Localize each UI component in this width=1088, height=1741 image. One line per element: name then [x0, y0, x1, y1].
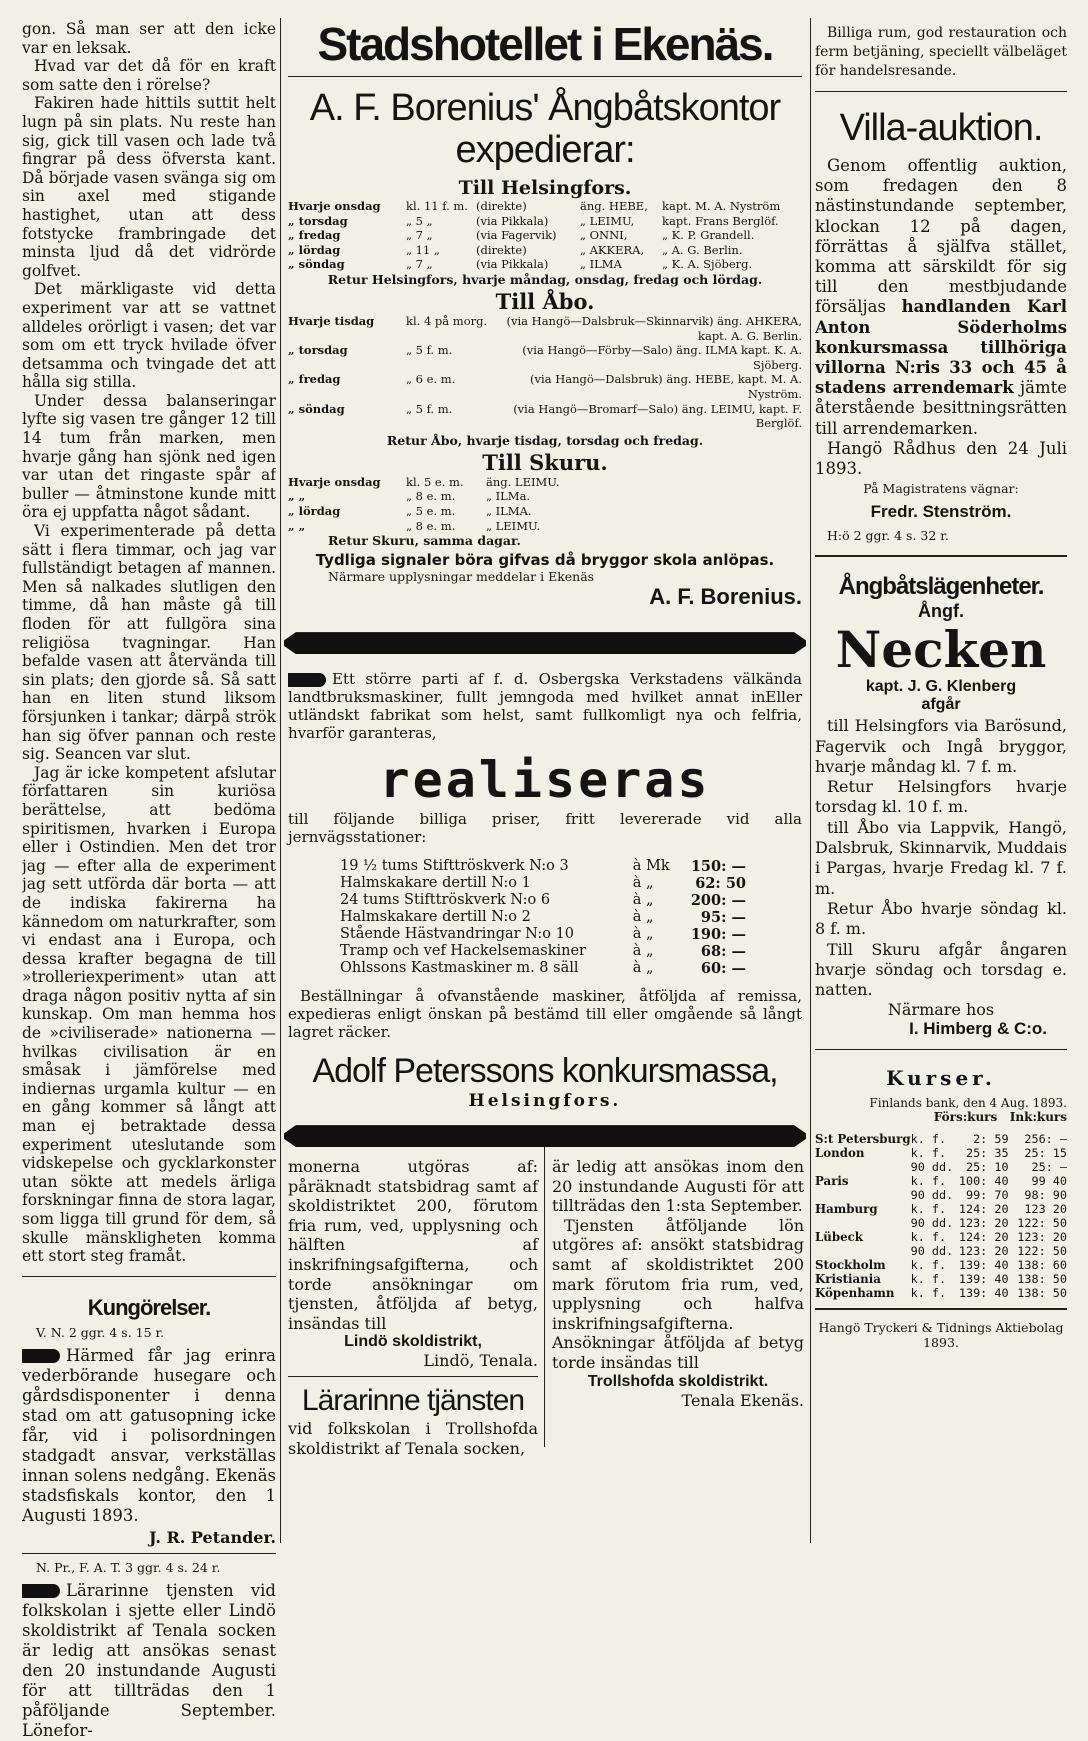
price-table: [338, 858, 748, 977]
schedule-row: [288, 314, 802, 343]
kungorelse-text: Lärarinne tjensten vid folkskolan i sjette eller Lindö skoldistrikt af Tenala socken är ledig att ansökas senast den 20 instundande Augusti för att tillträdas den 1 påföljande September. Lönefor-: [22, 1580, 276, 1740]
villa-bold-text: handlanden Karl Anton Söderholms konkursmassa tillhöriga villorna N:ris 33 och 45 å stadens arrendemark: [815, 297, 1067, 398]
column-story: [22, 0, 276, 1741]
pointing-hand-icon: [22, 1349, 60, 1363]
schedule-ship: „ ONNI,: [580, 228, 628, 243]
price-row: [338, 960, 748, 977]
teacher-posts: [288, 1157, 802, 1457]
borenius-signature: A. F. Borenius.: [649, 584, 802, 610]
price-item: 19 ½ tums Stifttröskverk N:o 3: [340, 858, 569, 875]
necken-route: Till Skuru afgår ångaren hvarje söndag och torsdag e. natten.: [815, 939, 1067, 1000]
price-at: à „: [632, 926, 654, 943]
necken-title: Necken: [835, 620, 1047, 680]
schedule-row: [288, 504, 802, 519]
divider: [815, 555, 1067, 557]
teacher-post-text: Tjensten åtföljande lön utgöres af: ansökt statsbidrag samt af skoldistriktet 200 mark förutom fria rum, ved, upplysning och halfva inskrifningsafgifterna. Ansökningar åtföljda af betyg torde insändas till: [552, 1215, 804, 1373]
schedule-day: „ lördag: [288, 503, 341, 518]
story-paragraph: Vi experimenterade på detta sätt i flera timmar, och jag var fullständigt betagen af mannen. Men så nalkades slutligen den timme, då han måste gå till floden för att fullgöra sina religiösa tvagningar. Han befalde vasen att återvända till sin plats; den gjorde så. Så satt han en liten stund liksom försjunken i tankar; därpå strök han sig öfver pannan och reste sig. Seancen var slut.: [22, 522, 276, 764]
hotel-title: Stadshotellet i Ekenäs.: [317, 18, 773, 70]
district-place: Tenala Ekenäs.: [681, 1390, 804, 1410]
schedule-ship: „ ILMa.: [486, 489, 531, 504]
price-row: [338, 858, 748, 875]
kurs-term: k. f.: [910, 1146, 947, 1161]
schedule-ship: „ LEIMU,: [580, 213, 635, 228]
kurs-term: 90 dd.: [910, 1216, 954, 1231]
schedule-via: (via Pikkala): [476, 213, 549, 228]
kurs-sell: 99: 70: [965, 1188, 1009, 1203]
ornamental-bar: [284, 632, 806, 654]
villa-date: Hangö Rådhus den 24 Juli 1893.: [815, 438, 1067, 479]
schedule-row: [288, 489, 802, 504]
teacher-post-text: är ledig att ansökas inom den 20 instundande Augusti för att tillträdas den 1:sta September.: [552, 1157, 804, 1216]
schedule-row: [288, 475, 802, 490]
kurs-buy: 123: 20: [1017, 1230, 1067, 1245]
kurs-row: [815, 1188, 1067, 1202]
schedule-helsingfors: [288, 199, 802, 272]
necken-route: Retur Åbo hvarje söndag kl. 8 f. m.: [815, 898, 1067, 939]
schedule-day: „ fredag: [288, 372, 341, 387]
price-item: Halmskakare dertill N:o 2: [340, 909, 531, 926]
kurs-term: 90 dd.: [910, 1188, 954, 1203]
price-row: [338, 909, 748, 926]
story-paragraph: Under dessa balanseringar lyfte sig vasen tre gånger 12 till 14 tum från marken, men hvarje gång han sjönk ned igen var utan det ringaste spår af buller — åtminstone kunde mitt öra ej uppfatta något sådant.: [22, 391, 276, 522]
price-item: Halmskakare dertill N:o 1: [340, 875, 531, 892]
kurs-place: Köpenhamn: [815, 1286, 895, 1301]
heading-abo: Till Åbo.: [495, 288, 595, 314]
schedule-row: [288, 214, 802, 229]
teacher-post-left: [288, 1157, 538, 1457]
ad-reference: H:ö 2 ggr. 4 s. 32 r.: [827, 528, 949, 544]
printer-note: Hangö Tryckeri & Tidnings Aktiebolag 1893.: [818, 1320, 1064, 1351]
angbat-heading: Ångbåtslägenheter.: [838, 573, 1044, 601]
kurs-sell: 25: 35: [965, 1146, 1009, 1161]
divider: [22, 1553, 276, 1554]
kurs-sell: 123: 20: [958, 1244, 1009, 1259]
kurs-row: [815, 1244, 1067, 1258]
schedule-row: [288, 372, 802, 401]
story-paragraph: Fakiren hade hittils suttit helt lugn på sin plats. Nu reste han sig, gick till vasen och lade två fingrar på dess öfversta kant. Då började vasen svänga sig om sin axel med stigande hastighet, utan att dess fotstycke frambringade det minsta ljud då det vidrörde golfvet.: [22, 94, 276, 280]
price-at: à „: [632, 943, 654, 960]
price-item: 24 tums Stifttröskverk N:o 6: [340, 892, 551, 909]
konkurs-title: Adolf Peterssons konkursmassa,: [312, 1052, 778, 1091]
kurs-row: [815, 1286, 1067, 1300]
column-ads: [284, 0, 806, 1457]
schedule-via: (via Pikkala): [476, 257, 549, 272]
schedule-time: kl. 4 på morg.: [406, 313, 488, 328]
kurs-term: k. f.: [910, 1230, 947, 1245]
schedule-ship: „ LEIMU.: [486, 518, 541, 533]
kurs-place: Lübeck: [815, 1230, 863, 1245]
kurs-row: [815, 1202, 1067, 1216]
kurs-sell: 124: 20: [958, 1230, 1009, 1245]
schedule-captain: kapt. M. A. Nyström: [662, 199, 781, 213]
price-value: 150: —: [690, 858, 746, 876]
schedule-time: „ 5 „: [406, 213, 433, 228]
kurs-buy: 122: 50: [1017, 1244, 1067, 1259]
kungorelse-signature: J. R. Petander.: [149, 1527, 276, 1547]
schedule-ship: äng. LEIMU.: [486, 474, 560, 489]
kurs-place: Hamburg: [815, 1202, 878, 1217]
kurs-sell: 123: 20: [958, 1216, 1009, 1231]
kurs-sell: 139: 40: [958, 1258, 1009, 1273]
price-value: 68: —: [700, 943, 746, 961]
schedule-time: „ 8 e. m.: [406, 489, 456, 504]
price-at: à „: [632, 909, 654, 926]
kurs-bank: Finlands bank, den 4 Aug. 1893.: [869, 1096, 1067, 1111]
district-name: Lindö skoldistrikt,: [344, 1333, 482, 1351]
kurs-headers: [815, 1110, 1067, 1124]
divider: [22, 1276, 276, 1277]
kurs-buy: 138: 60: [1017, 1258, 1067, 1273]
kurs-buy: 122: 50: [1017, 1216, 1067, 1231]
schedule-day: „ lördag: [288, 242, 341, 257]
schedule-time: kl. 11 f. m.: [406, 199, 468, 213]
price-value: 62: 50: [695, 875, 746, 893]
schedule-time: „ 8 e. m.: [406, 518, 456, 533]
kurs-buy: 25: 15: [1024, 1146, 1067, 1161]
schedule-time: „ 7 „: [406, 228, 433, 243]
kurs-sell: 100: 40: [958, 1174, 1009, 1189]
schedule-route: (via Hangö—Bromarf—Salo) äng. LEIMU, kapt. F. Berglöf.: [513, 401, 802, 431]
heading-skuru: Till Skuru.: [482, 449, 608, 475]
price-at: à Mk: [632, 858, 670, 875]
kontor-subtitle: expedierar:: [455, 129, 635, 171]
schedule-time: „ 6 e. m.: [406, 372, 456, 387]
orders-note: Beställningar å ofvanstående maskiner, åtföljda af remissa, expedieras enligt önskan på bestämd till eller omgående så långt lagret räcker.: [288, 987, 802, 1042]
necken-route: till Helsingfors via Barösund, Fagervik och Ingå bryggor, hvarje måndag kl. 7 f. m.: [815, 716, 1067, 776]
schedule-via: (direkte): [476, 242, 527, 257]
machines-price-intro: till följande billiga priser, fritt levererade vid alla jernvägsstationer:: [288, 810, 802, 847]
signals-note: Tydliga signaler böra gifvas då bryggor skola anlöpas.: [315, 551, 775, 570]
kurs-table: [815, 1132, 1067, 1300]
kurs-buy: 138: 50: [1017, 1286, 1067, 1301]
schedule-captain: „ A. G. Berlin.: [662, 242, 743, 257]
kurs-term: 90 dd.: [910, 1244, 954, 1259]
post-title: Lärarinne tjänsten: [301, 1384, 525, 1418]
villa-signature: Fredr. Stenström.: [870, 502, 1012, 522]
schedule-day: „ torsdag: [288, 213, 348, 228]
kurs-row: [815, 1132, 1067, 1146]
kurs-row: [815, 1160, 1067, 1174]
ornamental-bar: [284, 1125, 806, 1147]
schedule-abo: [288, 314, 802, 431]
schedule-day: „ „: [288, 489, 306, 504]
kungorelse-text: Härmed får jag erinra vederbörande husegare och gårdsdisponenter i denna stad om att gatusopning icke får, vid i polisordningen stadgadt ansvar, verkställas innan solens nedgång. Ekenäs stadsfiskals kontor, den 1 Augusti 1893.: [22, 1345, 276, 1525]
kurser-heading: Kurser.: [886, 1066, 996, 1091]
column-rule: [810, 18, 811, 1543]
realiseras-heading: realiseras: [379, 751, 711, 810]
kurs-place: [815, 1244, 911, 1258]
divider: [288, 76, 802, 77]
kurs-term: 90 dd.: [910, 1160, 954, 1175]
kurs-row: [815, 1146, 1067, 1160]
kungorelser-heading: Kungörelser.: [87, 1294, 211, 1320]
schedule-row: [288, 243, 802, 258]
price-item: Ohlssons Kastmaskiner m. 8 säll: [340, 960, 579, 977]
kurs-row: [815, 1216, 1067, 1230]
kurs-row: [815, 1272, 1067, 1286]
kurs-sell: 139: 40: [958, 1272, 1009, 1287]
divider: [815, 1308, 1067, 1310]
story-paragraph: gon. Så man ser att den icke var en leksak.: [22, 20, 276, 57]
price-value: 60: —: [700, 960, 746, 978]
pointing-hand-icon: [288, 673, 326, 687]
price-item: Stående Hästvandringar N:o 10: [340, 926, 575, 943]
schedule-ship: „ AKKERA,: [580, 242, 645, 257]
price-row: [338, 943, 748, 960]
price-row: [338, 926, 748, 943]
return-abo: Retur Åbo, hvarje tisdag, torsdag och fredag.: [386, 432, 704, 448]
schedule-time: „ 11 „: [406, 242, 440, 257]
schedule-time: „ 5 f. m.: [406, 401, 453, 416]
kurs-row: [815, 1230, 1067, 1244]
return-helsingfors: Retur Helsingfors, hvarje måndag, onsdag, fredag och lördag.: [327, 271, 763, 287]
necken-route: till Åbo via Lappvik, Hangö, Dalsbruk, Skinnarvik, Muddais i Pargas, hvarje Fredag kl. 7 f. m.: [815, 817, 1067, 898]
villa-text: Genom offentlig auktion, som fredagen den 8 nästinstundande september, klockan 12 på dagen, förrättas å själfva stället, komma att särskildt för sig till den mestbjudande försäljas handlanden Karl Anton Söderholms konkursmassa tillhöriga villorna N:ris 33 och 45 å stadens arrendemark jämte återstående besittningsrätten till arrendemarken.: [815, 156, 1067, 438]
kurs-sell: 139: 40: [958, 1286, 1009, 1301]
price-row: [338, 875, 748, 892]
schedule-ship: äng. HEBE,: [580, 199, 648, 213]
schedule-day: „ „: [288, 518, 306, 533]
story-paragraph: Hvad var det då för en kraft som satte den i rörelse?: [22, 57, 276, 94]
necken-afgar: afgår: [921, 696, 961, 714]
price-value: 190: —: [690, 926, 746, 944]
kurs-row: [815, 1174, 1067, 1188]
kurs-buy: 99 40: [1031, 1174, 1067, 1189]
schedule-route: (via Hangö—Dalsbruk) äng. HEBE, kapt. M. A. Nyström.: [530, 372, 802, 401]
kurs-place: [815, 1160, 911, 1174]
kurs-header: Förs:kurs: [933, 1110, 998, 1125]
schedule-day: „ fredag: [288, 228, 341, 243]
price-row: [338, 892, 748, 909]
schedule-row: [288, 199, 802, 214]
machines-intro: Ett större parti af f. d. Osbergska Verkstadens välkända landtbruksmaskiner, fullt jemngoda med hvilket annat inEller utländskt fabrikat som helst, samt fullkomligt nya och felfria, hvarför garanteras,: [288, 670, 802, 743]
schedule-row: [288, 228, 802, 243]
kurs-term: k. f.: [910, 1286, 947, 1301]
teacher-post-text: vid folkskolan i Trollshofda skoldistrikt af Tenala socken,: [288, 1419, 538, 1458]
schedule-day: „ söndag: [288, 401, 345, 416]
price-value: 200: —: [690, 892, 746, 910]
kurs-place: London: [815, 1146, 865, 1161]
schedule-ship: „ ILMA: [580, 257, 622, 272]
schedule-day: „ söndag: [288, 257, 345, 272]
kurs-place: Kristiania: [815, 1272, 881, 1287]
schedule-route: (via Hangö—Förby—Salo) äng. ILMA kapt. K. A. Sjöberg.: [522, 343, 802, 372]
column-rule: [280, 18, 281, 1543]
schedule-via: (direkte): [476, 199, 527, 213]
column-rule: [544, 1147, 545, 1447]
kurs-sell: 25: 10: [965, 1160, 1009, 1175]
teacher-post-text: monerna utgöras af: påräknadt statsbidrag samt af skoldistriktet 200, förutom fria rum, ved, upplysning och hälften af inskrifningsafgifterna, och torde ansökningar om tjensten, åtföljda af betyg, insändas till: [288, 1157, 538, 1333]
schedule-row: [288, 402, 802, 431]
ad-reference: V. N. 2 ggr. 4 s. 15 r.: [36, 1324, 165, 1340]
kurs-sell: 124: 20: [958, 1202, 1009, 1217]
kurs-row: [815, 1258, 1067, 1272]
divider: [288, 1376, 538, 1377]
story-paragraph: Det märkligaste vid detta experiment var att se vattnet alldeles orörligt i vasen; det var som om ett tryck hvilade öfver detsamma och tvingade det att hålla sig stilla.: [22, 280, 276, 392]
schedule-skuru: [288, 475, 802, 533]
schedule-row: [288, 257, 802, 272]
schedule-via: (via Fagervik): [476, 228, 557, 243]
contact-note: Närmare upplysningar meddelar i Ekenäs: [328, 569, 595, 585]
kontor-title: A. F. Borenius' Ångbåtskontor: [309, 87, 781, 129]
schedule-row: [288, 343, 802, 372]
villa-title: Villa-auktion.: [839, 107, 1043, 149]
kurs-place: [815, 1216, 911, 1230]
heading-helsingfors: Till Helsingfors.: [458, 177, 632, 199]
schedule-day: Hvarje onsdag: [288, 199, 381, 213]
divider: [815, 1049, 1067, 1050]
schedule-row: [288, 519, 802, 534]
schedule-route: (via Hangö—Dalsbruk—Skinnarvik) äng. AHKERA, kapt. A. G. Berlin.: [506, 313, 802, 343]
kurs-place: Stockholm: [815, 1258, 886, 1273]
price-value: 95: —: [700, 909, 746, 927]
kurs-place: [815, 1188, 911, 1202]
kurs-place: Paris: [815, 1174, 849, 1189]
schedule-day: Hvarje onsdag: [288, 474, 381, 489]
price-item: Tramp och vef Hackelsemaskiner: [340, 943, 586, 960]
return-skuru: Retur Skuru, samma dagar.: [328, 533, 521, 549]
kurs-term: k. f.: [910, 1132, 947, 1147]
schedule-time: „ 5 e. m.: [406, 503, 456, 518]
kurs-buy: 256: —: [1024, 1132, 1067, 1147]
kurs-place: S:t Petersburg: [815, 1132, 911, 1147]
kurs-buy: 138: 50: [1017, 1272, 1067, 1287]
kurs-term: k. f.: [910, 1258, 947, 1273]
kurs-header: Ink:kurs: [1009, 1110, 1067, 1125]
konkurs-city: Helsingfors.: [468, 1091, 622, 1112]
schedule-day: Hvarje tisdag: [288, 313, 375, 328]
price-at: à „: [632, 875, 654, 892]
schedule-captain: „ K. A. Sjöberg.: [662, 257, 753, 272]
divider: [815, 91, 1067, 92]
hotel-description: Billiga rum, god restauration och ferm betjäning, speciellt välbeläget för handelsresande.: [815, 25, 1067, 79]
schedule-time: „ 7 „: [406, 257, 433, 272]
schedule-time: kl. 5 e. m.: [406, 474, 464, 489]
schedule-day: „ torsdag: [288, 343, 348, 358]
price-at: à „: [632, 892, 654, 909]
schedule-ship: „ ILMA.: [486, 503, 532, 518]
kurs-term: k. f.: [910, 1272, 947, 1287]
kurs-sell: 2: 59: [973, 1132, 1009, 1147]
district-name: Trollshofda skoldistrikt.: [587, 1372, 769, 1390]
kurs-term: k. f.: [910, 1174, 947, 1189]
story-paragraph: Jag är icke kompetent afslutar författaren sin kuriösa berättelse, att bedöma spiritismen, hvarken i Europa eller i Ostindien. Men det tror jag — efter alla de experiment jag sett utförda där borta — att de indiska fakirerna ha kännedom om naturkrafter, som vi endast ana i Europa, och dessa krafter begagna de till »trolleriexperiment» utan att draga någon positiv nytta af sin kunskap. Om man hemma hos de »civiliserade» nationerna — hvilkas civilisation är en småsak i jämförelse med indiernas urgamla kultur — en en gång kommer så långt att man ej betraktade dessa experiment uteslutande som vidskepelse och gycklarkonster utan sökte att medels ärliga forskningar finna de stora lagar, som ligga till grund för dem, så skulle mänskligheten komma ett stort steg framåt.: [22, 763, 276, 1266]
villa-magistrate: På Magistratens vägnar:: [863, 481, 1019, 497]
schedule-captain: „ K. P. Grandell.: [662, 228, 755, 243]
ad-reference: N. Pr., F. A. T. 3 ggr. 4 s. 24 r.: [36, 1559, 221, 1575]
schedule-time: „ 5 f. m.: [406, 343, 453, 358]
kurs-term: k. f.: [910, 1202, 947, 1217]
kurs-buy: 123 20: [1024, 1202, 1067, 1217]
price-at: à „: [632, 960, 654, 977]
kurs-buy: 98: 90: [1024, 1188, 1067, 1203]
schedule-captain: kapt. Frans Berglöf.: [662, 213, 779, 228]
pointing-hand-icon: [22, 1584, 60, 1598]
column-right: [815, 0, 1067, 1350]
kurs-buy: 25: —: [1031, 1160, 1067, 1175]
angf-label: Ångf.: [918, 601, 964, 622]
necken-contact: Närmare hos: [887, 1000, 995, 1020]
necken-captain: kapt. J. G. Klenberg: [865, 678, 1017, 696]
district-place: Lindö, Tenala.: [423, 1351, 538, 1371]
necken-route: Retur Helsingfors hvarje torsdag kl. 10 f. m.: [815, 777, 1067, 817]
teacher-post-right: [552, 1157, 804, 1410]
himberg-signature: I. Himberg & C:o.: [909, 1019, 1047, 1039]
